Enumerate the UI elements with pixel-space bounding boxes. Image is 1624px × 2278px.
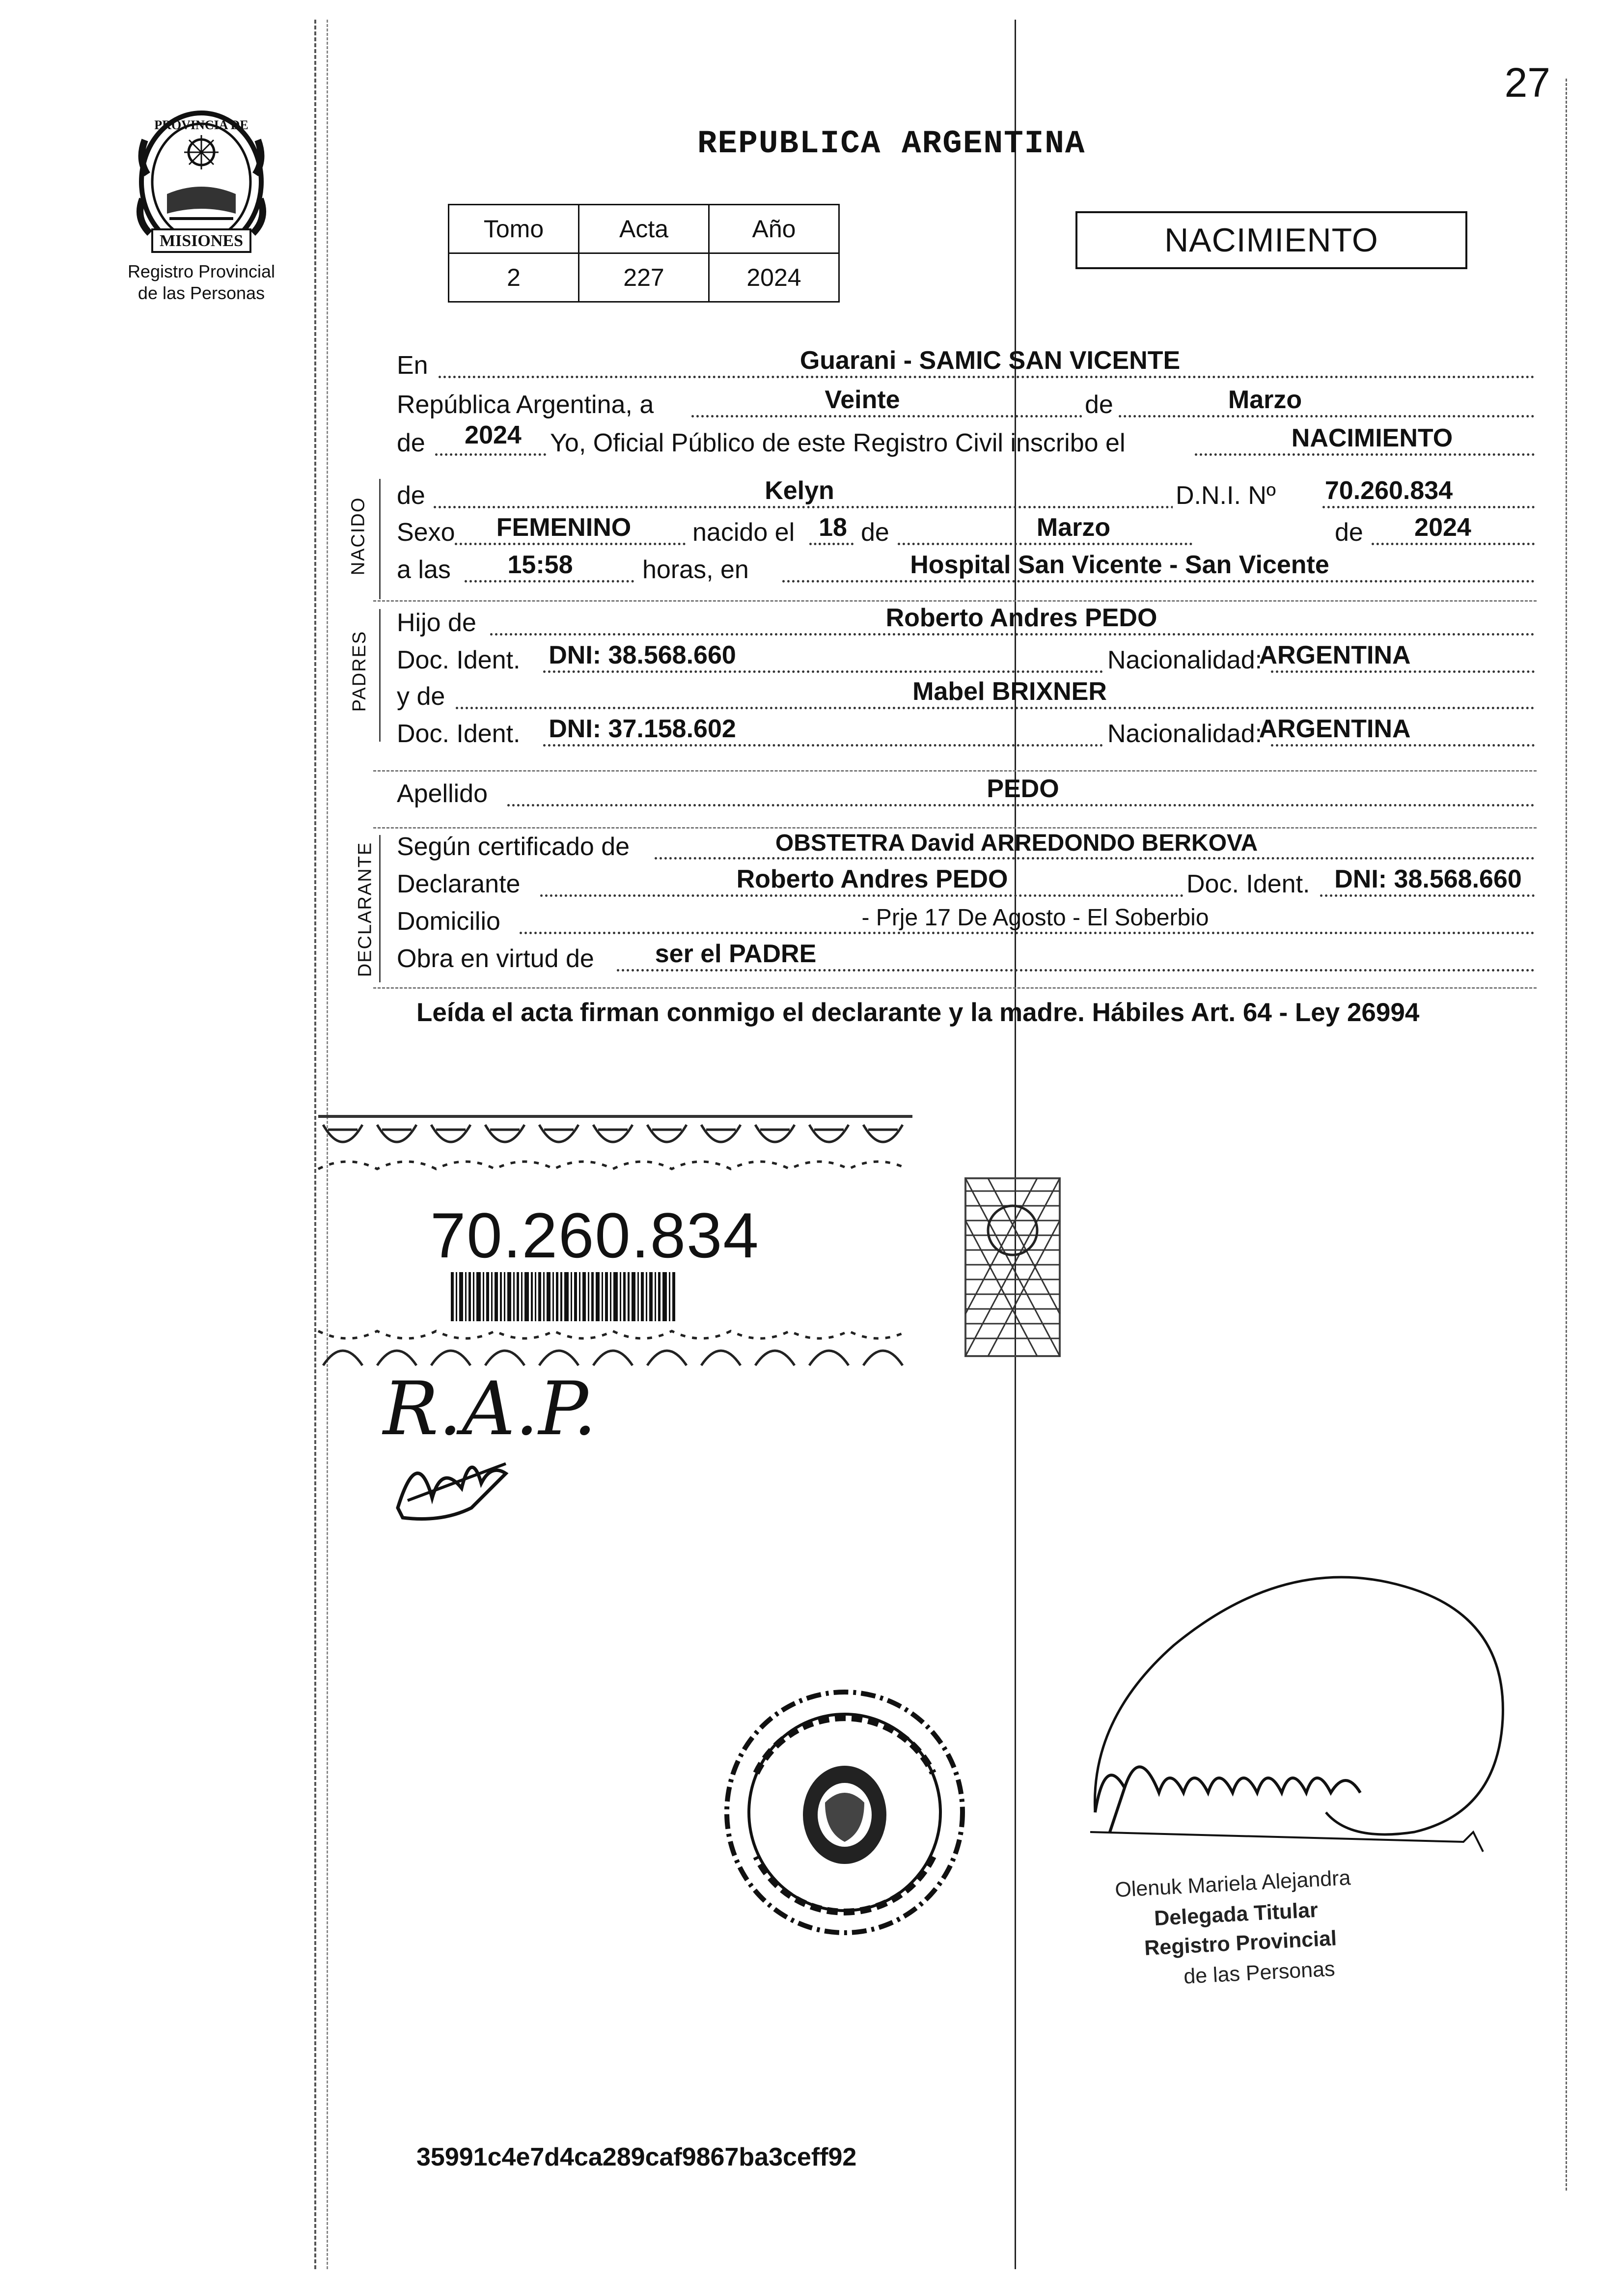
anio-header: Año — [709, 205, 839, 253]
label-surname: Apellido — [397, 779, 488, 808]
value-surname: PEDO — [987, 775, 1059, 803]
label-born-de: de — [861, 518, 889, 547]
signature-line-4: de las Personas — [1183, 1957, 1336, 1989]
document-hash: 35991c4e7d4ca289caf9867ba3ceff92 — [416, 2143, 857, 2171]
label-father-nationality: Nacionalidad: — [1107, 646, 1263, 674]
value-inscription: NACIMIENTO — [1291, 424, 1453, 452]
row-address — [397, 905, 1535, 942]
value-born-day: 18 — [819, 513, 847, 542]
sticker-pattern-bottom — [318, 1326, 912, 1370]
value-declarant-doc: DNI: 38.568.660 — [1334, 865, 1522, 893]
label-father: Hijo de — [397, 609, 476, 637]
officer-text: Yo, Oficial Público de este Registro Civil inscribo el — [550, 429, 1126, 457]
label-address: Domicilio — [397, 907, 500, 936]
handwritten-initials-icon — [344, 1366, 597, 1528]
value-father-nationality: ARGENTINA — [1259, 641, 1411, 669]
barcode-icon — [451, 1272, 677, 1321]
row-name — [397, 476, 1535, 516]
signature-line-1: Olenuk Mariela Alejandra — [1114, 1866, 1351, 1902]
row-mother-doc — [397, 717, 1535, 754]
value-mother-nationality: ARGENTINA — [1259, 715, 1411, 743]
register-table — [448, 204, 840, 303]
acta-value: 227 — [579, 253, 709, 302]
label-virtue: Obra en virtud de — [397, 945, 594, 973]
svg-text:R.A.P.: R.A.P. — [383, 1366, 597, 1452]
official-seal-icon — [717, 1685, 972, 1940]
label-at: a las — [397, 556, 451, 584]
svg-text:MISIONES: MISIONES — [159, 232, 244, 250]
label-mother-nationality: Nacionalidad: — [1107, 720, 1263, 748]
label-born: nacido el — [692, 518, 795, 547]
value-virtue: ser el PADRE — [655, 940, 817, 968]
label-en: En — [397, 351, 428, 380]
value-declarant: Roberto Andres PEDO — [736, 865, 1008, 893]
value-born-month: Marzo — [1036, 513, 1111, 542]
declarante-bracket — [379, 835, 381, 982]
value-born-year: 2024 — [1414, 513, 1471, 542]
registry-caption-line-2: de las Personas — [138, 283, 265, 303]
label-declarant-doc: Doc. Ident. — [1186, 870, 1310, 898]
security-hologram-icon — [963, 1176, 1062, 1358]
value-dni: 70.260.834 — [1324, 476, 1453, 505]
label-declarant: Declarante — [397, 870, 521, 898]
closing-statement: Leída el acta firman conmigo el declarante y la madre. Hábiles Art. 64 - Ley 26994 — [416, 998, 1420, 1027]
value-name: Kelyn — [765, 476, 834, 505]
row-time-place — [397, 553, 1535, 590]
label-mother: y de — [397, 682, 445, 711]
barcode-number: 70.260.834 — [430, 1199, 760, 1271]
label-certificate: Según certificado de — [397, 833, 630, 861]
separator-4 — [373, 987, 1537, 989]
anio-value: 2024 — [709, 253, 839, 302]
separator-1 — [373, 600, 1537, 602]
row-declarant — [397, 867, 1535, 905]
nacido-bracket — [379, 479, 381, 599]
label-hours: horas, en — [642, 556, 749, 584]
official-signature-icon — [1012, 1557, 1527, 1891]
section-padres: PADRES — [349, 630, 370, 712]
label-republica: República Argentina, a — [397, 390, 654, 419]
registry-caption — [123, 261, 280, 304]
label-born-de-2: de — [1335, 518, 1363, 547]
value-place: Hospital San Vicente - San Vicente — [910, 551, 1329, 579]
label-sex: Sexo — [397, 518, 455, 547]
registry-caption-line-1: Registro Provincial — [127, 261, 275, 281]
signature-line-2: Delegada Titular — [1154, 1898, 1319, 1931]
row-location — [397, 346, 1535, 386]
province-coat-of-arms-icon — [128, 101, 275, 258]
row-certificate — [397, 830, 1535, 867]
document-title: REPUBLICA ARGENTINA — [697, 125, 1086, 162]
label-father-doc: Doc. Ident. — [397, 646, 521, 674]
value-sex: FEMENINO — [496, 513, 632, 542]
label-de-month: de — [1082, 390, 1116, 419]
svg-text:PROVINCIA DE: PROVINCIA DE — [154, 118, 248, 132]
row-father — [397, 606, 1535, 643]
separator-2 — [373, 770, 1537, 772]
value-month: Marzo — [1228, 386, 1302, 414]
row-date — [397, 388, 1535, 425]
tomo-value: 2 — [449, 253, 579, 302]
value-father-doc: DNI: 38.568.660 — [549, 641, 736, 669]
value-time: 15:58 — [507, 551, 573, 579]
value-address: - Prje 17 De Agosto - El Soberbio — [861, 905, 1209, 931]
label-de-name: de — [397, 481, 425, 510]
act-type-box: NACIMIENTO — [1075, 211, 1467, 269]
section-declarante: DECLARANTE — [355, 841, 376, 977]
scan-edge-left — [314, 20, 316, 2269]
registry-logo — [123, 101, 280, 304]
value-mother: Mabel BRIXNER — [912, 677, 1107, 706]
acta-header: Acta — [579, 205, 709, 253]
row-sex-birth — [397, 513, 1535, 553]
value-day: Veinte — [825, 386, 900, 414]
label-mother-doc: Doc. Ident. — [397, 720, 521, 748]
scan-edge-right — [1566, 79, 1567, 2191]
sticker-pattern-top — [318, 1115, 912, 1174]
label-dni: D.N.I. Nº — [1173, 481, 1279, 510]
tomo-header: Tomo — [449, 205, 579, 253]
page-number: 27 — [1504, 59, 1550, 106]
value-mother-doc: DNI: 37.158.602 — [549, 715, 736, 743]
section-nacido: NACIDO — [348, 497, 369, 576]
row-surname — [397, 777, 1535, 814]
value-certificate: OBSTETRA David ARREDONDO BERKOVA — [775, 830, 1258, 856]
barcode-sticker — [318, 1115, 912, 1370]
value-year: 2024 — [465, 421, 522, 449]
row-virtue — [397, 942, 1535, 979]
label-de-year: de — [397, 429, 425, 457]
row-mother — [397, 677, 1535, 717]
row-father-doc — [397, 643, 1535, 681]
signature-line-3: Registro Provincial — [1144, 1926, 1338, 1960]
value-father: Roberto Andres PEDO — [885, 604, 1157, 632]
signature-stamp — [1114, 1866, 1459, 1989]
row-year-inscription — [397, 421, 1535, 464]
separator-3 — [373, 827, 1537, 829]
padres-bracket — [379, 609, 381, 742]
value-location: Guarani - SAMIC SAN VICENTE — [799, 346, 1181, 375]
